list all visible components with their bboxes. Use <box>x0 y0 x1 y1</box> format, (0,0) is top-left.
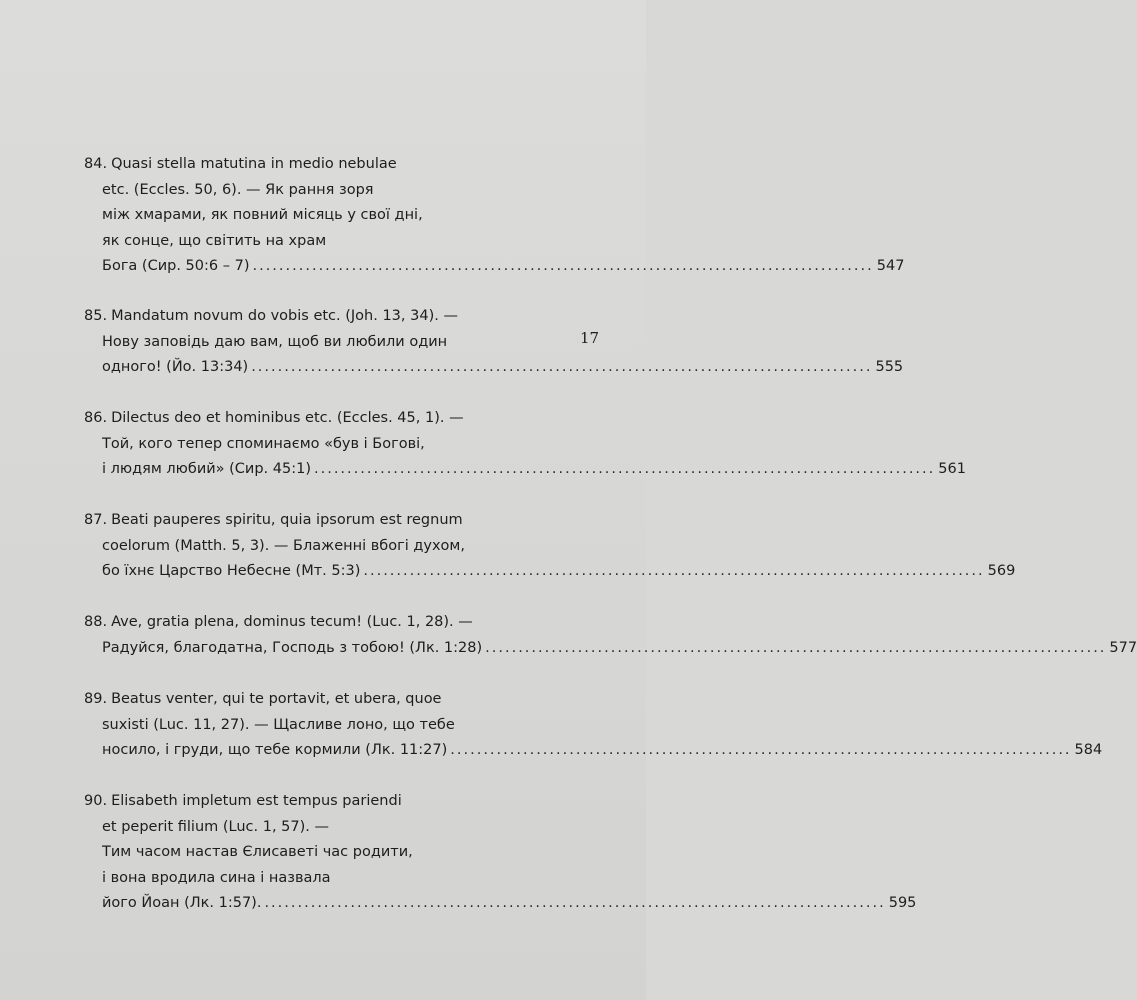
entry-line: Elisabeth impletum est tempus pariendi <box>111 793 402 809</box>
entry-line: Quasi stella matutina in medio nebulae <box>111 156 397 172</box>
entry-line: Тим часом настав Єлисаветі час родити, <box>102 844 413 860</box>
toc-entry-87 <box>84 508 1016 585</box>
dot-leader: .............................................................................................. <box>252 258 874 274</box>
dot-leader: .............................................................................................. <box>363 563 985 579</box>
entry-number: 85. <box>84 308 108 324</box>
entry-last-line: бо їхнє Царство Небесне (Мт. 5:3) <box>102 563 361 579</box>
dot-leader: .............................................................................................. <box>450 742 1072 758</box>
entry-page-number: 561 <box>938 461 966 477</box>
entry-last-line: Бога (Сир. 50:6 – 7) <box>102 258 250 274</box>
toc-entry-90 <box>84 789 917 917</box>
toc-entry-86 <box>84 406 966 483</box>
entry-last-line: і людям любий» (Сир. 45:1) <box>102 461 311 477</box>
toc-entry-89 <box>84 687 1103 764</box>
entry-number: 86. <box>84 410 108 426</box>
entry-line: Beatus venter, qui te portavit, et ubera, quoe <box>111 691 442 707</box>
entry-number: 89. <box>84 691 108 707</box>
entry-line: et peperit filium (Luc. 1, 57). — <box>102 818 329 835</box>
entry-last-line: Радуйся, благодатна, Господь з тобою! (Лк. 1:28) <box>102 639 483 656</box>
dot-leader: .............................................................................................. <box>251 359 873 375</box>
entry-line: між хмарами, як повний місяць у свої дні, <box>102 207 423 223</box>
entry-number: 84. <box>84 156 108 172</box>
dot-leader: .............................................................................................. <box>485 639 1107 656</box>
entry-page-number: 595 <box>888 895 917 911</box>
entry-page-number: 555 <box>875 359 904 375</box>
entry-line: Нову заповідь даю вам, щоб ви любили один <box>102 333 448 350</box>
entry-last-line: носило, і груди, що тебе кормили (Лк. 11:27) <box>102 742 448 758</box>
entry-line: coelorum (Matth. 5, 3). — Блаженні вбогі духом, <box>102 537 465 554</box>
entry-line: Той, кого тепер споминаємо «був і Богові, <box>102 435 425 452</box>
entry-page-number: 547 <box>876 258 905 274</box>
entry-page-number: 569 <box>987 563 1016 579</box>
entry-last-line: його Йоан (Лк. 1:57). <box>102 895 262 911</box>
entry-number: 90. <box>84 793 108 809</box>
entry-last-line: одного! (Йо. 13:34) <box>102 359 249 375</box>
dot-leader: .............................................................................................. <box>314 461 936 477</box>
entry-page-number: 584 <box>1074 742 1103 758</box>
entry-line: як сонце, що світить на храм <box>102 232 327 249</box>
entry-line: Mandatum novum do vobis etc. (Joh. 13, 34). — <box>111 308 458 324</box>
page-number: 17 <box>580 329 600 347</box>
entry-line: suxisti (Luc. 11, 27). — Щасливе лоно, що тебе <box>102 716 455 733</box>
entry-line: Dilectus deo et hominibus etc. (Eccles. 45, 1). — <box>111 410 464 426</box>
entry-line: etc. (Eccles. 50, 6). — Як рання зоря <box>102 181 374 198</box>
entry-number: 88. <box>84 614 108 630</box>
entry-line: Ave, gratia plena, dominus tecum! (Luc. 1, 28). — <box>111 614 473 630</box>
toc-entry-88 <box>84 610 1137 661</box>
entry-line: Beati pauperes spiritu, quia ipsorum est regnum <box>111 512 463 528</box>
entry-number: 87. <box>84 512 108 528</box>
toc-entry-84 <box>84 152 905 280</box>
entry-page-number: 577 <box>1109 639 1137 656</box>
entry-line: і вона вродила сина і назвала <box>102 869 331 886</box>
dot-leader: .............................................................................................. <box>264 895 886 911</box>
